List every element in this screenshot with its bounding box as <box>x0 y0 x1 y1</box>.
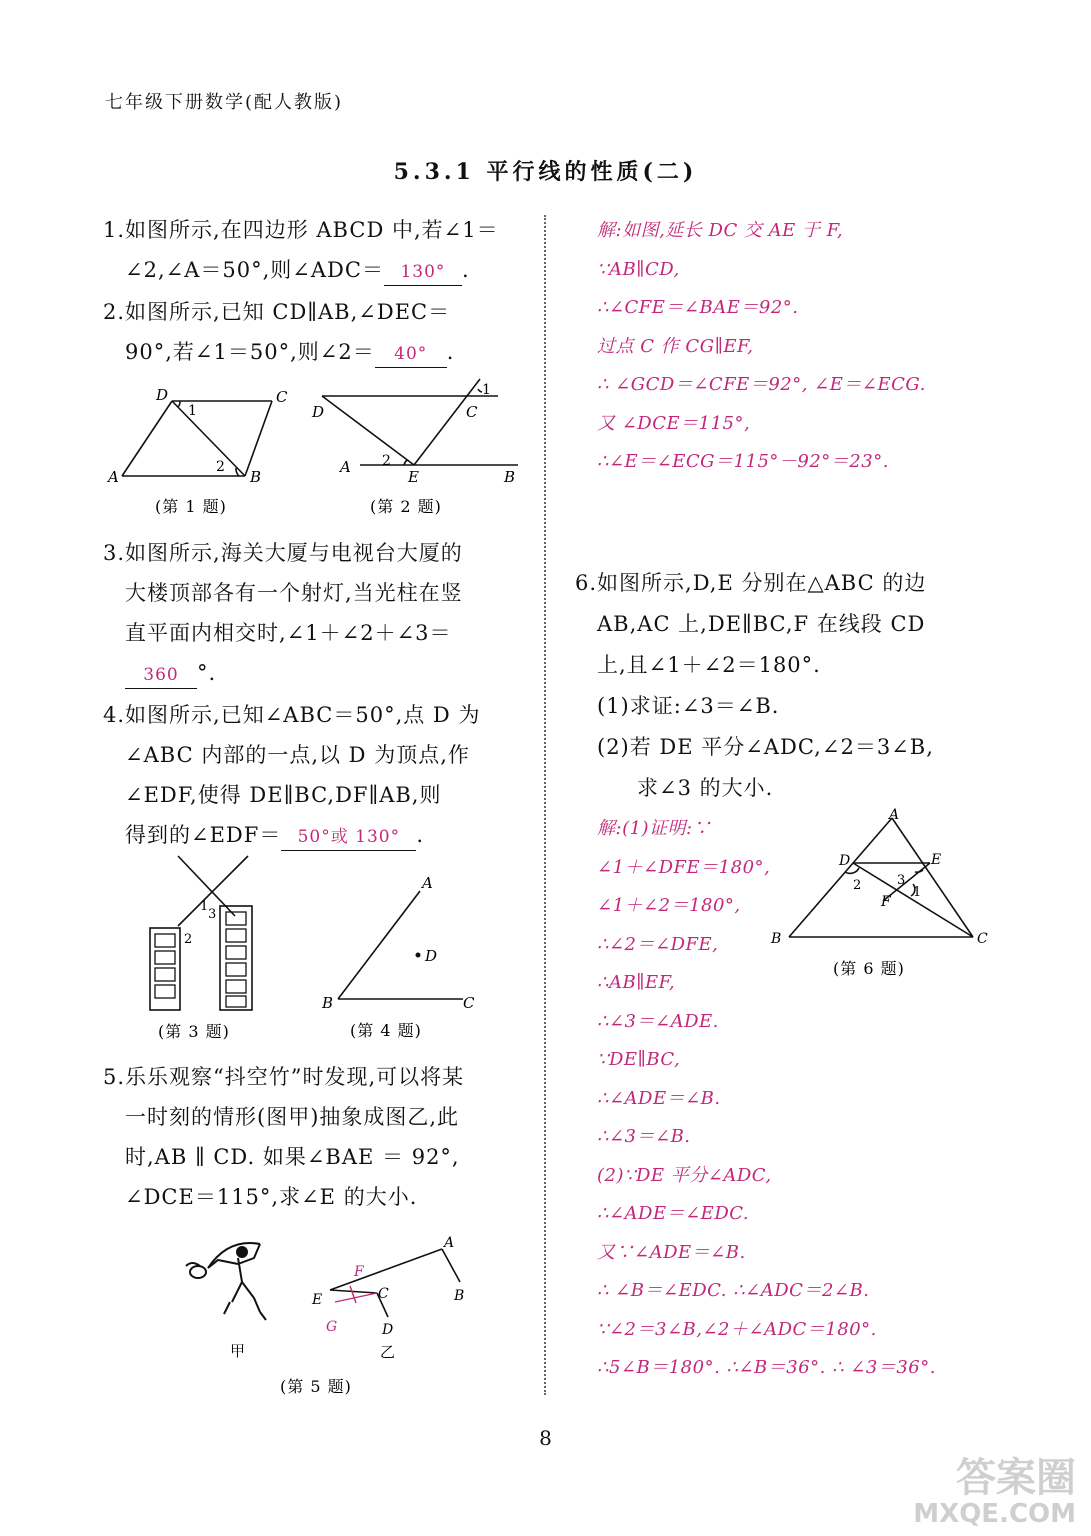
question-1: 1.如图所示,在四边形 ABCD 中,若∠1＝ ∠2,∠A＝50°,则∠ADC＝ 130° . <box>103 210 528 290</box>
fig6-angle-3: 3 <box>897 873 906 888</box>
fig1-caption: (第 1 题) <box>155 497 227 516</box>
page-header: 七年级下册数学(配人教版) <box>105 92 344 113</box>
fig6-angle-1: 1 <box>913 885 922 900</box>
solution-6: 解:(1)证明:∵ ∠1＋∠DFE＝180°, ∠1＋∠2＝180°, ∴∠2＝∠DFE, ∴AB∥EF, ∴∠3＝∠ADE. ∵DE∥BC, ∴∠ADE＝∠B. ∴∠3＝∠B. (2)∵DE 平分∠ADC, ∴∠ADE＝∠EDC. 又∵∠ADE＝∠B. ∴ ∠B＝∠EDC. ∴∠ADC＝2∠B. ∵∠2＝3∠B,∠2＋∠ADC＝180°. ∴5∠B＝180°. ∴∠B＝36°. ∴ ∠3＝36°. <box>597 818 936 1378</box>
watermark-url: MXQE.COM <box>913 1499 1076 1529</box>
fig2-angle-2: 2 <box>382 453 391 469</box>
fig3-caption: (第 3 题) <box>158 1022 230 1041</box>
watermark <box>913 1456 1076 1528</box>
answer-blank-4: 50°或 130° <box>281 824 416 851</box>
fig2-angle-1: 1 <box>482 382 491 398</box>
figure-1 <box>100 380 300 522</box>
fig4-label-C: C <box>463 994 475 1012</box>
fig3-angle-3: 3 <box>208 907 217 922</box>
fig1-label-B: B <box>250 468 262 486</box>
building-windows <box>155 912 246 1007</box>
point-D <box>416 953 421 958</box>
fig3-angle-1: 1 <box>200 899 209 914</box>
fig2-label-B: B <box>504 468 516 486</box>
figure-4 <box>318 872 488 1047</box>
fig5-label-jia: 甲 <box>230 1342 246 1360</box>
fig4-caption: (第 4 题) <box>350 1021 422 1040</box>
fig2-label-D: D <box>312 403 325 421</box>
figure-2 <box>308 372 530 522</box>
left-column <box>103 210 528 372</box>
question-2: 2.如图所示,已知 CD∥AB,∠DEC＝ 90°,若∠1＝50°,则∠2＝ 40° . <box>103 292 528 372</box>
left-column-3 <box>103 1057 528 1217</box>
fig6-label-F: F <box>881 894 891 910</box>
fig6-label-D: D <box>839 853 851 869</box>
fig1-label-D: D <box>156 386 169 404</box>
fig5-label-C: C <box>378 1286 389 1302</box>
watermark-logo-text: 答案圈 <box>956 1455 1076 1501</box>
fig6-angle-2: 2 <box>853 878 862 893</box>
diabolo-player-illustration <box>186 1243 266 1320</box>
question-4: 4.如图所示,已知∠ABC＝50°,点 D 为 ∠ABC 内部的一点,以 D 为顶点,作 ∠EDF,使得 DE∥BC,DF∥AB,则 得到的∠EDF＝ 50°或 130° . <box>103 695 528 855</box>
fig2-label-C: C <box>466 403 478 421</box>
fig1-angle-2: 2 <box>216 459 225 475</box>
fig2-caption: (第 2 题) <box>370 497 442 516</box>
fig1-angle-1: 1 <box>188 403 197 419</box>
solution-5: 解:如图,延长 DC 交 AE 于 F, ∵AB∥CD, ∴∠CFE＝∠BAE＝92°. 过点 C 作 CG∥EF, ∴ ∠GCD＝∠CFE＝92°, ∠E＝∠ECG. 又 ∠DCE＝115°, ∴∠E＝∠ECG＝115°－92°＝23°. <box>597 220 926 472</box>
left-column-2 <box>103 533 528 855</box>
column-divider <box>544 215 546 1395</box>
fig6-label-E: E <box>931 852 942 868</box>
fig5-label-E: E <box>312 1292 323 1308</box>
fig4-label-B: B <box>322 994 334 1012</box>
fig5-label-yi: 乙 <box>380 1343 396 1361</box>
fig5-label-G: G <box>326 1319 338 1335</box>
answer-blank-1: 130° <box>384 259 462 286</box>
fig4-label-A: A <box>422 874 433 892</box>
fig5-label-D: D <box>382 1322 394 1338</box>
page-number: 8 <box>539 1426 552 1450</box>
answer-blank-3: 360 <box>125 662 197 689</box>
fig5-caption: (第 5 题) <box>280 1377 352 1396</box>
fig5-label-B: B <box>454 1288 465 1304</box>
fig2-label-E: E <box>408 468 419 486</box>
fig6-label-B: B <box>771 931 782 947</box>
question-6: 6.如图所示,D,E 分别在△ABC 的边 AB,AC 上,DE∥BC,F 在线段 CD 上,且∠1＋∠2＝180°. (1)求证:∠3＝∠B. (2)若 DE 平分∠ADC,∠2＝3∠B, 求∠3 的大小. <box>575 571 934 800</box>
fig4-label-D: D <box>425 947 438 965</box>
fig3-angle-2: 2 <box>184 932 193 947</box>
question-5: 5.乐乐观察“抖空竹”时发现,可以将某 一时刻的情形(图甲)抽象成图乙,此 时,AB ∥ CD. 如果∠BAE ＝ 92°, ∠DCE＝115°,求∠E 的大小. <box>103 1065 465 1209</box>
fig1-label-C: C <box>276 388 288 406</box>
fig2-label-A: A <box>340 458 351 476</box>
fig5-label-A: A <box>444 1235 455 1251</box>
fig1-label-A: A <box>108 468 119 486</box>
section-title: 5.3.1 平行线的性质(二) <box>393 159 698 185</box>
answer-blank-2: 40° <box>375 341 447 368</box>
fig6-caption: (第 6 题) <box>833 959 905 978</box>
auxiliary-lines <box>335 1286 377 1303</box>
question-3: 3.如图所示,海关大厦与电视台大厦的 大楼顶部各有一个射灯,当光柱在竖 直平面内相交时,∠1＋∠2＋∠3＝ 360 °. <box>103 533 528 693</box>
figure-3 <box>130 848 280 1048</box>
figure-6 <box>765 806 995 986</box>
fig5-label-F: F <box>354 1264 364 1280</box>
figure-5 <box>180 1230 490 1405</box>
fig6-label-A: A <box>889 807 900 823</box>
fig6-label-C: C <box>977 931 988 947</box>
